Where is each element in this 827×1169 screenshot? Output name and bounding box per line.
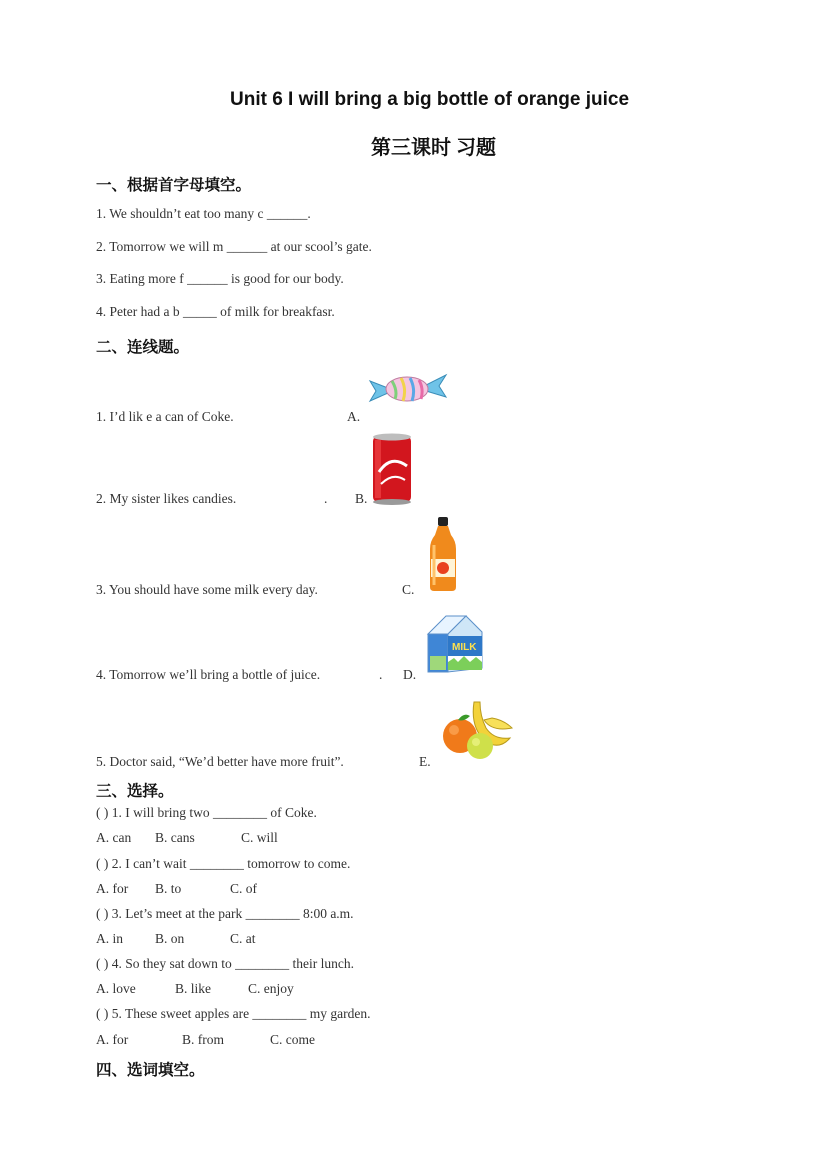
match-sentence: 4. Tomorrow we’ll bring a bottle of juice. xyxy=(96,667,321,682)
choice-option: A. can xyxy=(96,830,132,845)
match-letter: C. xyxy=(402,582,415,597)
choice-option: A. in xyxy=(96,931,123,946)
juice-bottle-icon xyxy=(428,515,458,593)
match-sentence: 2. My sister likes candies. xyxy=(96,491,237,506)
section2-heading: 二、连线题。 xyxy=(96,339,190,356)
match-dot: . xyxy=(324,491,328,506)
section1-heading: 一、根据首字母填空。 xyxy=(96,177,252,194)
choice-option: B. on xyxy=(155,931,185,946)
choice-question: ( ) 2. I can’t wait ________ tomorrow to come. xyxy=(96,856,351,871)
lesson-subtitle: 第三课时 习题 xyxy=(371,137,496,159)
choice-option: A. for xyxy=(96,1032,129,1047)
fill-item: 2. Tomorrow we will m ______ at our scool’s gate. xyxy=(96,239,372,254)
choice-question: ( ) 5. These sweet apples are ________ my garden. xyxy=(96,1006,371,1021)
match-letter: E. xyxy=(419,754,431,769)
choice-option: C. enjoy xyxy=(248,981,294,996)
fill-item: 3. Eating more f ______ is good for our body. xyxy=(96,271,344,286)
choice-option: B. like xyxy=(175,981,211,996)
choice-question: ( ) 3. Let’s meet at the park ________ 8:00 a.m. xyxy=(96,906,354,921)
candy-icon xyxy=(368,371,448,409)
choice-option: A. for xyxy=(96,881,129,896)
milk-carton-icon xyxy=(424,612,486,674)
fill-item: 1. We shouldn’t eat too many c ______. xyxy=(96,206,311,221)
section4-heading: 四、选词填空。 xyxy=(96,1062,205,1079)
svg-text:MILK: MILK xyxy=(452,642,477,653)
choice-option: C. at xyxy=(230,931,256,946)
match-letter: A. xyxy=(347,409,361,424)
choice-question: ( ) 4. So they sat down to ________ their lunch. xyxy=(96,956,354,971)
match-sentence: 5. Doctor said, “We’d better have more fruit”. xyxy=(96,754,344,769)
section3-heading: 三、选择。 xyxy=(96,783,174,800)
choice-question: ( ) 1. I will bring two ________ of Coke. xyxy=(96,805,317,820)
choice-option: C. will xyxy=(241,830,278,845)
fill-item: 4. Peter had a b _____ of milk for breakfasr. xyxy=(96,304,335,319)
match-letter: D. xyxy=(403,667,417,682)
choice-option: B. to xyxy=(155,881,182,896)
page-title: Unit 6 I will bring a big bottle of orange juice xyxy=(230,89,630,110)
choice-option: B. cans xyxy=(155,830,195,845)
match-dot: . xyxy=(379,667,383,682)
choice-option: A. love xyxy=(96,981,136,996)
match-letter: B. xyxy=(355,491,368,506)
fruit-icon xyxy=(440,698,514,762)
match-sentence: 3. You should have some milk every day. xyxy=(96,582,318,597)
choice-option: B. from xyxy=(182,1032,224,1047)
choice-option: C. come xyxy=(270,1032,315,1047)
match-sentence: 1. I’d lik e a can of Coke. xyxy=(96,409,234,424)
choice-option: C. of xyxy=(230,881,257,896)
coke-can-icon xyxy=(371,432,413,506)
